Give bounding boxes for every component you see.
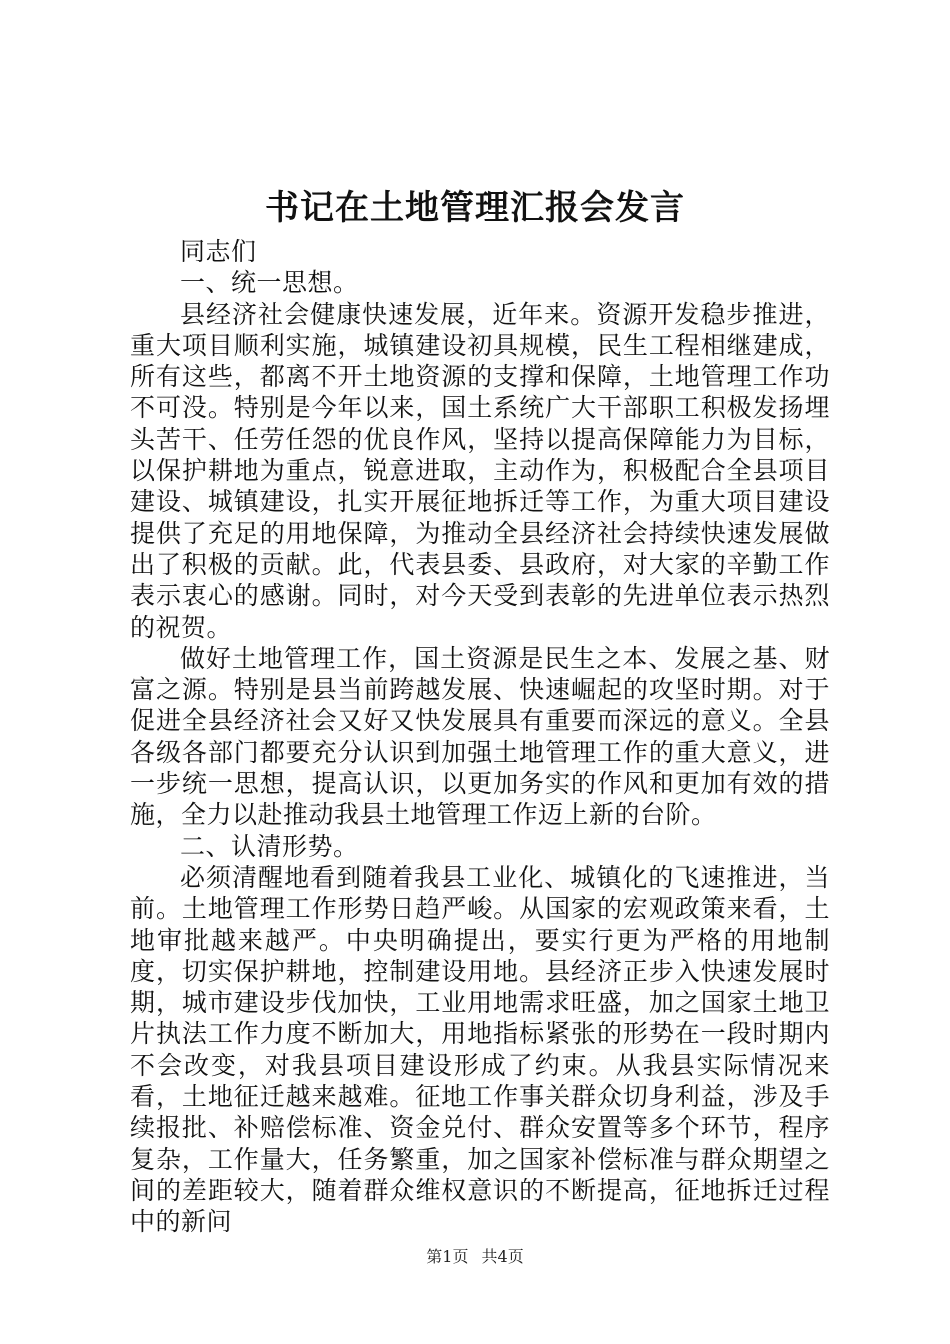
document-body — [130, 236, 830, 1238]
page-footer — [0, 1244, 950, 1267]
section-heading: 二、认清形势。 — [180, 831, 359, 861]
page-number: 第1页 — [426, 1247, 469, 1266]
document-title: 书记在土地管理汇报会发言 — [265, 188, 685, 228]
paragraph: 县经济社会健康快速发展，近年来。资源开发稳步推进，重大项目顺利实施，城镇建设初具规模，民生工程相继建成，所有这些，都离不开土地资源的支撑和保障，土地管理工作功不可没。特别是今年以来，国土系统广大干部职工积极发扬埋头苦干、任劳任怨的优良作风，坚持以提高保障能力为目标，以保护耕地为重点，锐意进取，主动作为，积极配合全县项目建设、城镇建设，扎实开展征地拆迁等工作，为重大项目建设提供了充足的用地保障，为推动全县经济社会持续快速发展做出了积极的贡献。此，代表县委、县政府，对大家的辛勤工作表示衷心的感谢。同时，对今天受到表彰的先进单位表示热烈的祝贺。 — [130, 299, 830, 642]
paragraph: 做好土地管理工作，国土资源是民生之本、发展之基、财富之源。特别是县当前跨越发展、快速崛起的攻坚时期。对于促进全县经济社会又好又快发展具有重要而深远的意义。全县各级各部门都要充分认识到加强土地管理工作的重大意义，进一步统一思想，提高认识，以更加务实的作风和更加有效的措施，全力以赴推动我县土地管理工作迈上新的台阶。 — [130, 643, 830, 830]
paragraph: 必须清醒地看到随着我县工业化、城镇化的飞速推进，当前。土地管理工作形势日趋严峻。从国家的宏观政策来看，土地审批越来越严。中央明确提出，要实行更为严格的用地制度，切实保护耕地，控制建设用地。县经济正步入快速发展时期，城市建设步伐加快，工业用地需求旺盛，加之国家土地卫片执法工作力度不断加大，用地指标紧张的形势在一段时期内不会改变，对我县项目建设形成了约束。从我县实际情况来看，土地征迁越来越难。征地工作事关群众切身利益，涉及手续报批、补赔偿标准、资金兑付、群众安置等多个环节，程序复杂，工作量大，任务繁重，加之国家补偿标准与群众期望之间的差距较大，随着群众维权意识的不断提高，征地拆迁过程中的新问 — [130, 862, 830, 1237]
salutation: 同志们 — [180, 237, 257, 266]
section-heading: 一、统一思想。 — [180, 268, 359, 298]
page-total: 共4页 — [481, 1247, 524, 1266]
